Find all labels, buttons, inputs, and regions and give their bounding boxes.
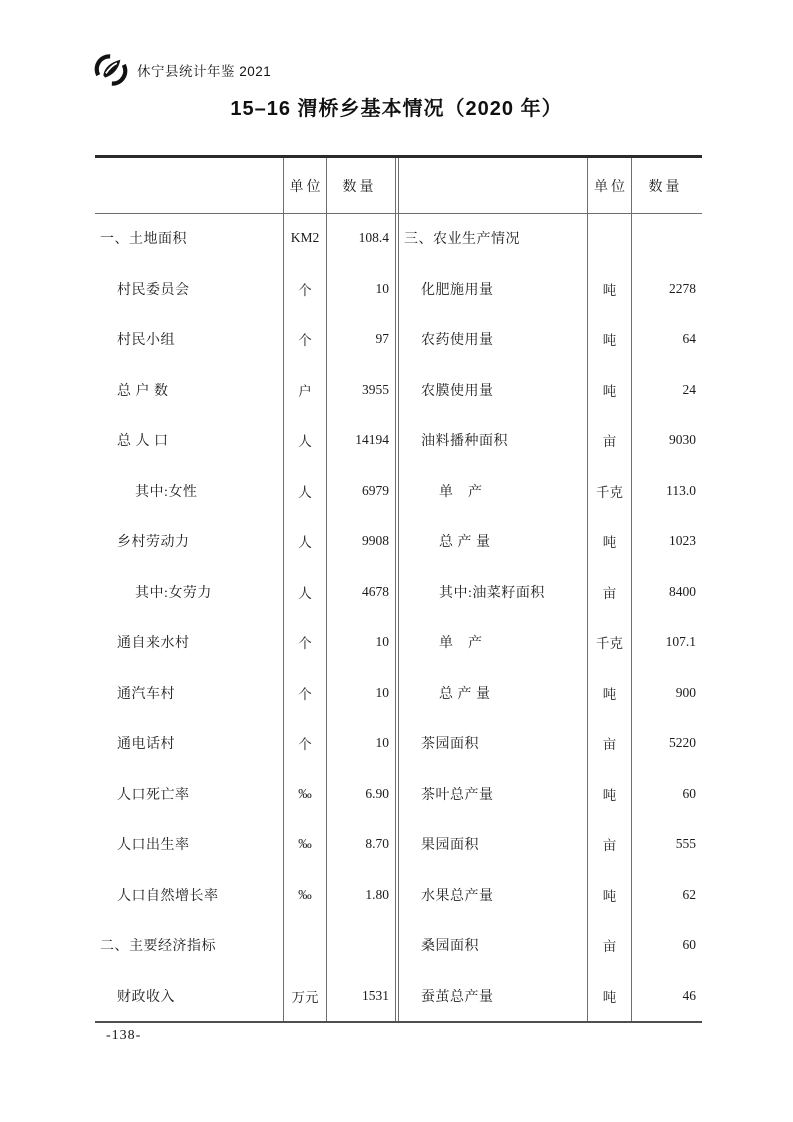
row-value: 46: [682, 987, 696, 1003]
row-label: 人口死亡率: [117, 787, 190, 803]
row-label: 蚕茧总产量: [421, 989, 494, 1005]
table-row: [399, 718, 702, 769]
row-unit: 吨: [587, 769, 632, 820]
header-label-spacer: [95, 158, 283, 213]
yearbook-title: 休宁县统计年鉴 2021: [137, 64, 272, 79]
table-row: [399, 870, 702, 921]
row-label: 村民委员会: [117, 282, 190, 298]
table-row: [95, 769, 395, 820]
row-value: 5220: [669, 735, 696, 751]
row-unit: 千克: [587, 617, 632, 668]
row-value: 2278: [669, 280, 696, 296]
yearbook-brand: [94, 52, 271, 88]
table-row: [95, 314, 395, 365]
row-unit: [283, 920, 327, 971]
row-unit: ‰: [283, 819, 327, 870]
header-qty-right: 数量: [648, 179, 683, 195]
row-unit: 亩: [587, 920, 632, 971]
row-unit: 亩: [587, 819, 632, 870]
table-row: [399, 819, 702, 870]
row-unit: KM2: [283, 213, 327, 264]
header-label-spacer: [399, 158, 587, 213]
table-row: [95, 264, 395, 315]
row-unit: 个: [283, 264, 327, 315]
row-label: 水果总产量: [421, 888, 494, 904]
row-label: 人口自然增长率: [117, 888, 219, 904]
table-row: [399, 920, 702, 971]
row-label: 桑园面积: [421, 939, 479, 955]
row-unit: 人: [283, 415, 327, 466]
row-value: 10: [375, 735, 389, 751]
row-unit: 人: [283, 567, 327, 618]
row-label: 单 产: [439, 484, 483, 500]
table-row: [399, 466, 702, 517]
table-row: [95, 718, 395, 769]
row-value: 900: [675, 684, 696, 700]
row-label: 农药使用量: [421, 333, 494, 349]
table-row: [95, 870, 395, 921]
row-unit: 人: [283, 516, 327, 567]
row-value: 1531: [362, 987, 389, 1003]
page-number: -138-: [106, 1028, 142, 1043]
row-unit: 个: [283, 718, 327, 769]
row-value: 9908: [362, 533, 389, 549]
table-row: [95, 415, 395, 466]
row-unit: 户: [283, 365, 327, 416]
table-row: [95, 971, 395, 1022]
row-unit: 亩: [587, 567, 632, 618]
row-value: 10: [375, 634, 389, 650]
table-row: [95, 668, 395, 719]
row-value: 14194: [355, 432, 389, 448]
row-label: 一、土地面积: [100, 232, 187, 248]
table-row: [399, 415, 702, 466]
row-label: 三、农业生产情况: [404, 232, 520, 248]
table-half-right: [399, 158, 702, 1021]
table-row: [399, 971, 702, 1022]
row-value: 6.90: [365, 785, 389, 801]
row-label: 通汽车村: [117, 686, 175, 702]
row-label: 农膜使用量: [421, 383, 494, 399]
row-label: 总 户 数: [117, 383, 169, 399]
row-label: 化肥施用量: [421, 282, 494, 298]
row-value: 1.80: [365, 886, 389, 902]
row-value: [327, 920, 395, 971]
row-label: 总 产 量: [439, 686, 491, 702]
row-value: 107.1: [665, 634, 696, 650]
row-unit: 万元: [283, 971, 327, 1022]
row-label: 茶叶总产量: [421, 787, 494, 803]
row-value: 24: [682, 381, 696, 397]
row-label: 茶园面积: [421, 737, 479, 753]
row-unit: 吨: [587, 668, 632, 719]
row-label: 其中:女性: [135, 484, 198, 500]
row-unit: 个: [283, 668, 327, 719]
table-body-right: [399, 213, 702, 1021]
table-row: [399, 365, 702, 416]
row-value: 60: [682, 937, 696, 953]
table-row: [95, 466, 395, 517]
row-unit: 个: [283, 314, 327, 365]
row-unit: 吨: [587, 314, 632, 365]
header-unit-left: 单位: [283, 158, 327, 213]
table-header-row: [399, 158, 702, 213]
table-row: [399, 769, 702, 820]
yearbook-logo-icon: [94, 52, 128, 88]
row-unit: 吨: [587, 516, 632, 567]
row-value: 9030: [669, 432, 696, 448]
row-label: 通电话村: [117, 737, 175, 753]
row-value: 10: [375, 280, 389, 296]
table-row: [95, 819, 395, 870]
row-unit: 吨: [587, 971, 632, 1022]
row-value: 6979: [362, 482, 389, 498]
table-row: [399, 264, 702, 315]
table-row: [95, 567, 395, 618]
row-unit: 人: [283, 466, 327, 517]
table-row: [95, 365, 395, 416]
row-label: 其中:油菜籽面积: [439, 585, 545, 601]
row-label: 通自来水村: [117, 636, 190, 652]
row-value: 555: [675, 836, 696, 852]
row-unit: [587, 213, 632, 264]
row-label: 总 人 口: [117, 434, 169, 450]
row-value: 60: [682, 785, 696, 801]
header-unit-right: 单位: [587, 158, 632, 213]
row-unit: 亩: [587, 415, 632, 466]
table-row: [399, 314, 702, 365]
row-value: 1023: [669, 533, 696, 549]
row-unit: 个: [283, 617, 327, 668]
row-value: 8.70: [365, 836, 389, 852]
table-row: [399, 213, 702, 264]
row-unit: 吨: [587, 870, 632, 921]
row-label: 油料播种面积: [421, 434, 508, 450]
table-header-separator: [95, 213, 702, 214]
row-label: 人口出生率: [117, 838, 190, 854]
row-value: 64: [682, 331, 696, 347]
row-value: 108.4: [358, 230, 389, 246]
row-value: [632, 213, 702, 264]
row-value: 97: [375, 331, 389, 347]
row-label: 其中:女劳力: [135, 585, 212, 601]
row-value: 3955: [362, 381, 389, 397]
table-row: [95, 213, 395, 264]
row-unit: 吨: [587, 365, 632, 416]
row-unit: 吨: [587, 264, 632, 315]
row-unit: 千克: [587, 466, 632, 517]
header-qty-left: 数量: [342, 179, 377, 195]
row-unit: 亩: [587, 718, 632, 769]
table-body-left: [95, 213, 395, 1021]
row-label: 总 产 量: [439, 535, 491, 551]
row-value: 10: [375, 684, 389, 700]
table-row: [95, 617, 395, 668]
row-value: 8400: [669, 583, 696, 599]
table-row: [399, 516, 702, 567]
basic-info-table: [95, 155, 702, 1023]
page-title: 15–16 渭桥乡基本情况（2020 年）: [230, 98, 563, 120]
row-unit: ‰: [283, 769, 327, 820]
table-header-row: [95, 158, 395, 213]
table-row: [399, 567, 702, 618]
row-label: 乡村劳动力: [117, 535, 190, 551]
table-row: [95, 516, 395, 567]
row-label: 单 产: [439, 636, 483, 652]
table-half-left: [95, 158, 395, 1021]
row-label: 财政收入: [117, 989, 175, 1005]
row-value: 62: [682, 886, 696, 902]
row-value: 113.0: [666, 482, 696, 498]
row-label: 二、主要经济指标: [100, 939, 216, 955]
row-value: 4678: [362, 583, 389, 599]
table-row: [95, 920, 395, 971]
table-row: [399, 668, 702, 719]
row-label: 村民小组: [117, 333, 175, 349]
table-row: [399, 617, 702, 668]
row-unit: ‰: [283, 870, 327, 921]
row-label: 果园面积: [421, 838, 479, 854]
